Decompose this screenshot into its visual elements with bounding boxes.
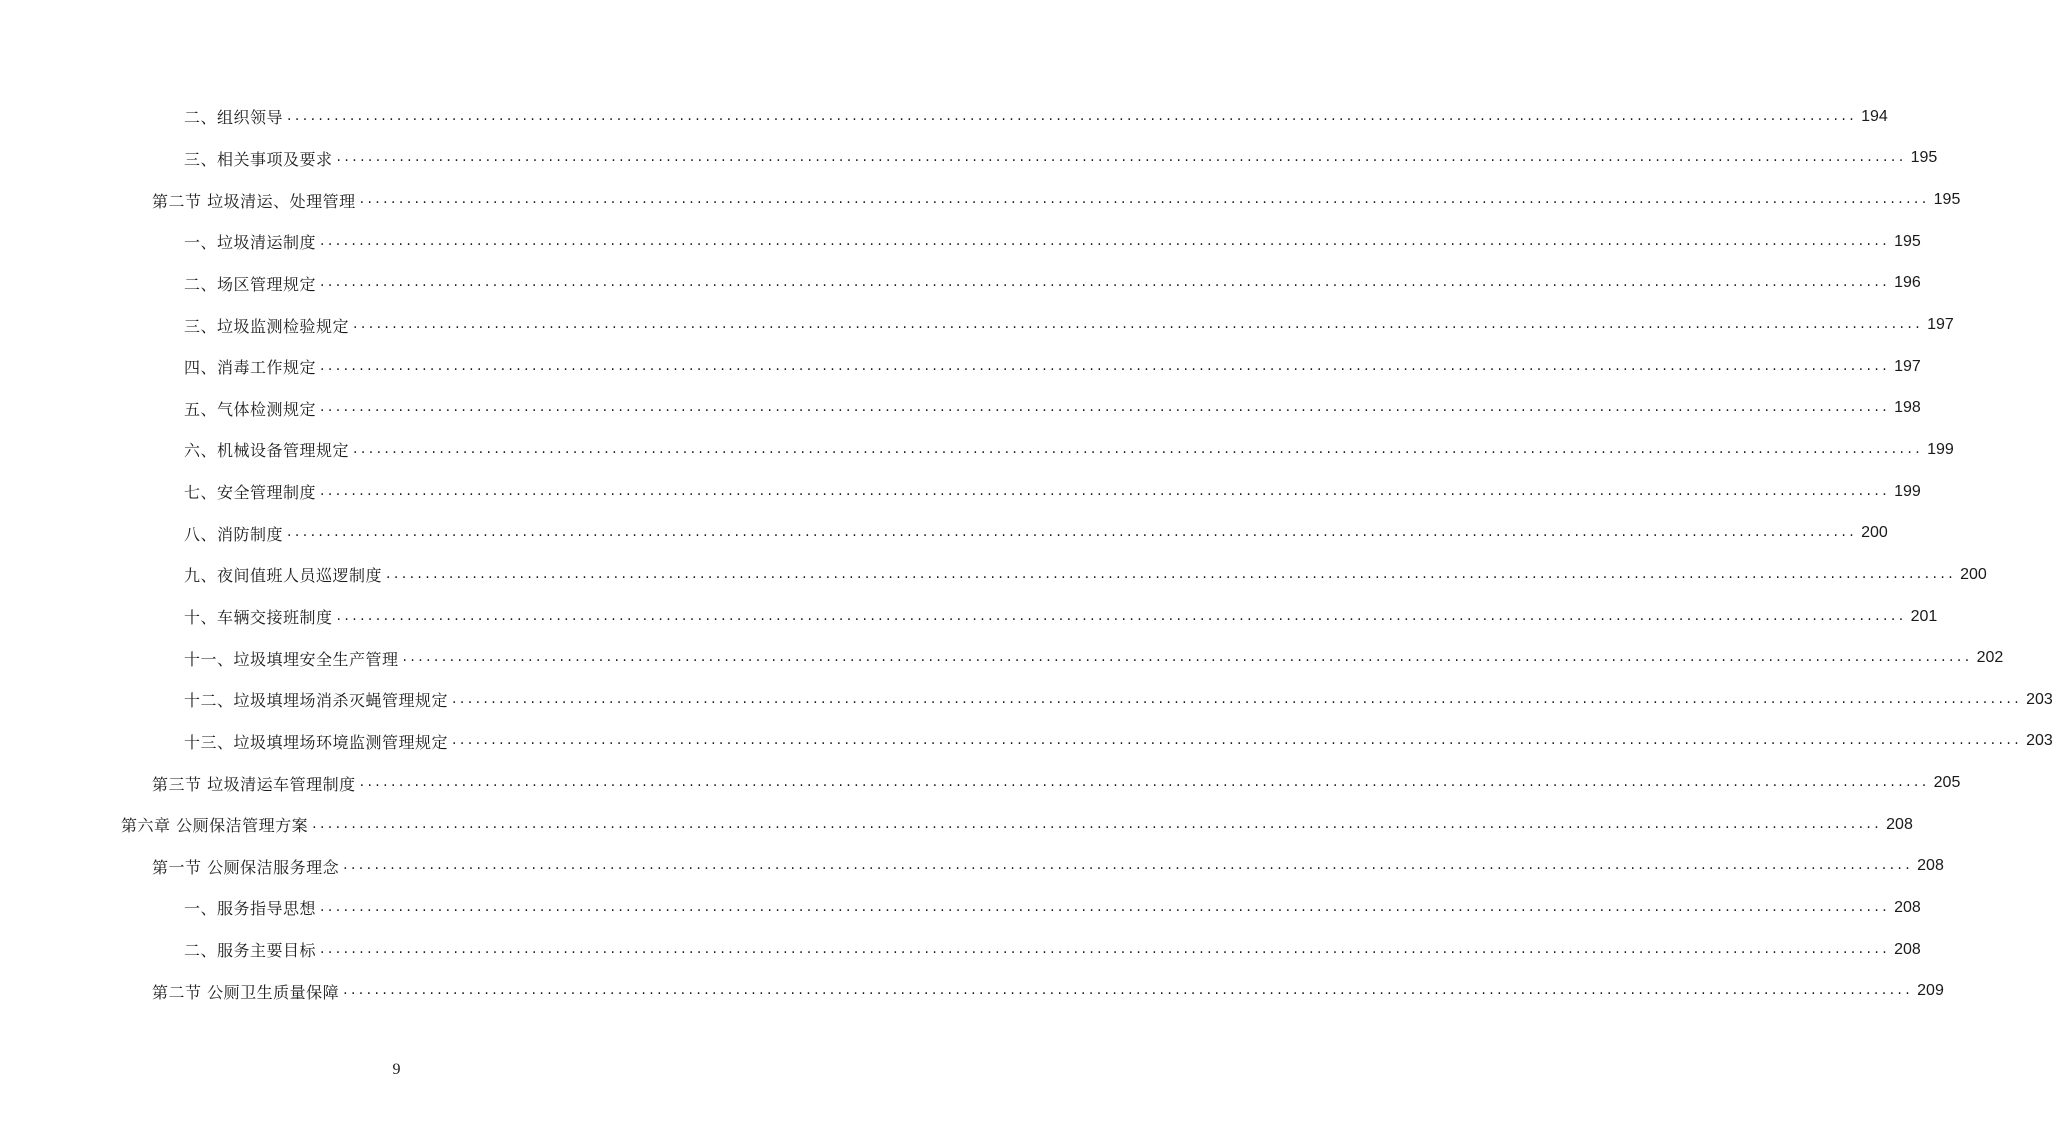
toc-entry[interactable] — [0, 970, 1944, 1012]
toc-entry[interactable] — [0, 429, 1954, 471]
toc-entry-page: 197 — [1894, 357, 1921, 375]
toc-entry[interactable] — [0, 138, 1938, 180]
toc-entry[interactable] — [0, 221, 1921, 263]
toc-entry-page: 208 — [1894, 940, 1921, 958]
toc-entry-title: 十、车辆交接班制度 — [184, 608, 333, 627]
toc-entry-title: 二、服务主要目标 — [184, 941, 317, 961]
toc-dot-leader: ........................................................................................................................................................................................................ — [320, 232, 1891, 249]
toc-entry-page: 198 — [1894, 399, 1921, 417]
toc-entry-title: 二、场区管理规定 — [184, 274, 317, 294]
toc-entry[interactable] — [0, 304, 1954, 346]
page-number: 9 — [392, 1061, 401, 1078]
toc-entry-page: 197 — [1927, 316, 1954, 334]
toc-entry-title: 七、安全管理制度 — [184, 483, 317, 503]
toc-entry[interactable] — [0, 512, 1888, 554]
toc-dot-leader: ........................................................................................................................................................................................................ — [287, 524, 1858, 541]
toc-entry[interactable] — [0, 721, 2053, 763]
toc-entry-title: 十一、垃圾填埋安全生产管理 — [184, 649, 399, 669]
toc-entry-page: 208 — [1894, 898, 1921, 916]
toc-entry-title: 第三节 垃圾清运车管理制度 — [152, 774, 356, 794]
toc-entry[interactable] — [0, 929, 1921, 971]
toc-dot-leader: ........................................................................................................................................................................................................ — [287, 107, 1858, 124]
toc-dot-leader: ........................................................................................................................................................................................................ — [386, 565, 1957, 582]
toc-entry-page: 202 — [1976, 649, 2004, 667]
toc-entry-title: 第二节 垃圾清运、处理管理 — [152, 191, 356, 211]
toc-entry[interactable] — [0, 679, 2053, 721]
toc-entry-title: 九、夜间值班人员巡逻制度 — [184, 566, 383, 586]
toc-entry[interactable] — [0, 846, 1944, 888]
toc-entry-page: 195 — [1910, 149, 1938, 167]
toc-entry-title: 第一节 公厕保洁服务理念 — [152, 857, 340, 877]
toc-entry-title: 一、垃圾清运制度 — [184, 233, 317, 253]
toc-entry-title: 一、服务指导思想 — [184, 899, 317, 919]
toc-dot-leader: ........................................................................................................................................................................................................ — [343, 857, 1914, 874]
toc-dot-leader: ........................................................................................................................................................................................................ — [343, 982, 1914, 999]
toc-entry-page: 209 — [1917, 982, 1944, 1000]
toc-entry-page: 199 — [1894, 482, 1921, 500]
toc-dot-leader: ........................................................................................................................................................................................................ — [359, 774, 1930, 791]
toc-entry-title: 第六章 公厕保洁管理方案 — [121, 816, 309, 836]
toc-entry-page: 196 — [1894, 274, 1921, 292]
toc-entry[interactable] — [0, 263, 1921, 305]
toc-entry[interactable] — [0, 554, 1987, 596]
toc-entry[interactable] — [0, 637, 2004, 679]
toc-dot-leader: ........................................................................................................................................................................................................ — [336, 149, 1907, 166]
toc-dot-leader: ........................................................................................................................................................................................................ — [320, 940, 1891, 957]
toc-entry[interactable] — [0, 179, 1961, 221]
toc-entry[interactable] — [0, 96, 1888, 138]
toc-entry-title: 三、垃圾监测检验规定 — [184, 316, 350, 336]
toc-entry-page: 201 — [1910, 607, 1938, 625]
toc-entry-page: 200 — [1861, 524, 1888, 542]
toc-entry-page: 203 — [2026, 690, 2053, 708]
toc-entry-page: 199 — [1927, 440, 1954, 458]
toc-entry-title: 三、相关事项及要求 — [184, 149, 333, 169]
toc-entry-page: 195 — [1933, 191, 1961, 209]
toc-dot-leader: ........................................................................................................................................................................................................ — [336, 607, 1907, 624]
toc-entry-page: 200 — [1960, 565, 1987, 583]
toc-entry-title: 六、机械设备管理规定 — [184, 441, 350, 461]
toc-entry-title: 第二节 公厕卫生质量保障 — [152, 982, 340, 1002]
toc-entry-title: 四、消毒工作规定 — [184, 358, 317, 378]
toc-entry-title: 二、组织领导 — [184, 108, 284, 128]
toc-entry-page: 208 — [1917, 857, 1944, 875]
toc-entry[interactable] — [0, 887, 1921, 929]
toc-dot-leader: ........................................................................................................................................................................................................ — [312, 815, 1883, 832]
toc-entry-page: 205 — [1933, 774, 1961, 792]
toc-entry[interactable] — [0, 471, 1921, 513]
toc-dot-leader: ........................................................................................................................................................................................................ — [320, 357, 1891, 374]
toc-entry-title: 十三、垃圾填埋场环境监测管理规定 — [184, 732, 449, 752]
toc-entry-title: 五、气体检测规定 — [184, 399, 317, 419]
toc-entry[interactable] — [0, 804, 1913, 846]
toc-dot-leader: ........................................................................................................................................................................................................ — [452, 690, 2023, 707]
toc-entry[interactable] — [0, 596, 1938, 638]
toc-dot-leader: ........................................................................................................................................................................................................ — [320, 898, 1891, 915]
toc-dot-leader: ........................................................................................................................................................................................................ — [359, 191, 1930, 208]
toc-dot-leader: ........................................................................................................................................................................................................ — [320, 399, 1891, 416]
toc-dot-leader: ........................................................................................................................................................................................................ — [452, 732, 2023, 749]
toc-entry-page: 203 — [2026, 732, 2053, 750]
toc-entry[interactable] — [0, 387, 1921, 429]
toc-entry-title: 八、消防制度 — [184, 524, 284, 544]
toc-dot-leader: ........................................................................................................................................................................................................ — [353, 316, 1924, 333]
toc-dot-leader: ........................................................................................................................................................................................................ — [320, 482, 1891, 499]
toc-dot-leader: ........................................................................................................................................................................................................ — [353, 440, 1924, 457]
toc-entry-page: 194 — [1861, 107, 1888, 125]
toc-dot-leader: ........................................................................................................................................................................................................ — [320, 274, 1891, 291]
table-of-contents — [0, 96, 2053, 1012]
toc-entry[interactable] — [0, 762, 1961, 804]
toc-dot-leader: ........................................................................................................................................................................................................ — [402, 649, 1973, 666]
toc-entry-page: 208 — [1886, 815, 1913, 833]
toc-entry-title: 十二、垃圾填埋场消杀灭蝇管理规定 — [184, 691, 449, 711]
toc-entry-page: 195 — [1894, 232, 1921, 250]
toc-entry[interactable] — [0, 346, 1921, 388]
